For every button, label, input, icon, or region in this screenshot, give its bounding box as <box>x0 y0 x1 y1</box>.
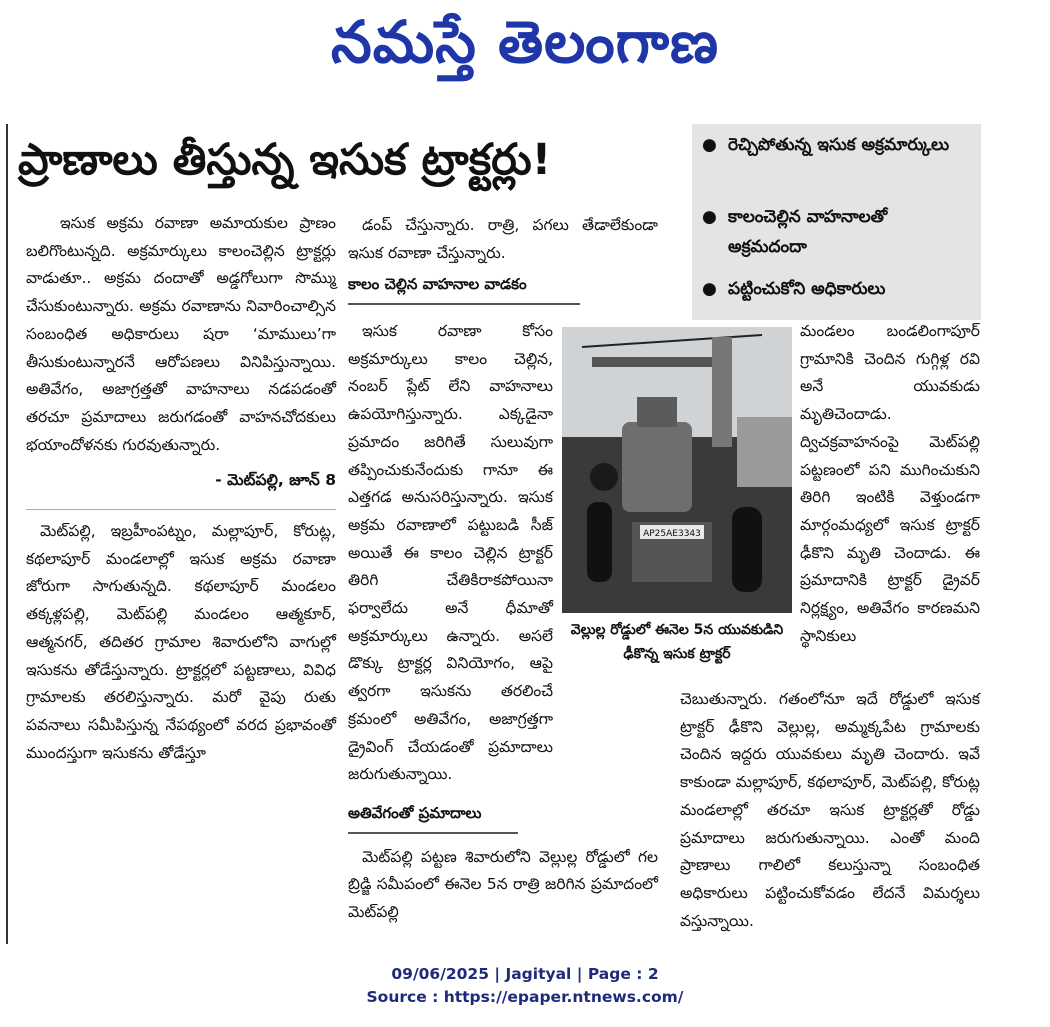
dateline: - మెట్‌పల్లి, జూన్ 8 <box>215 471 336 490</box>
paragraph: చెబుతున్నారు. గతంలోనూ ఇదే రోడ్డులో ఇసుక ట్రాక్టర్ ఢీకొని వెల్లుల్ల, అమ్మక్కపేట గ్రామాలకు చెందిన ఇద్దరు యువకులు మృతి చెందారు. ఇవే కాకుండా మల్లాపూర్, కథలాపూర్, మెట్‌పల్లి, కోరుట్ల మండలాల్లో తరచూ ఇసుక ట్రాక్టర్లతో రోడ్డు ప్రమాదాలు జరుగుతున్నాయి. ఎంతో మంది ప్రాణాలు గాలిలో కలుస్తున్నా సంబంధిత అధికారులు పట్టించుకోవడం లేదనే విమర్శలు వస్తున్నాయి. <box>680 690 980 930</box>
headline: ప్రాణాలు తీస్తున్న ఇసుక ట్రాక్టర్లు! <box>18 135 552 185</box>
paragraph: ఇసుక రవాణా కోసం అక్రమార్కులు కాలం చెల్లిన, నంబర్ ప్లేట్ లేని వాహనాలు ఉపయోగిస్తున్నారు. ఎక్కడైనా ప్రమాదం జరిగితే సులువుగా తప్పించుకునేందుకు గానూ ఈ ఎత్తగడ అనుసరిస్తున్నారు. ఇసుక అక్రమ రవాణాలో పట్టుబడి సీజ్ అయితే ఈ కాలం చెల్లిన ట్రాక్టర్ తిరిగి చేతికిరాకపోయినా ఫర్వాలేదు అనే ధీమాతో అక్రమార్కులు ఉన్నారు. అసలే డొక్కు ట్రాక్టర్ల వినియోగం, ఆపై త్వరగా ఇసుకను తరలించే క్రమంలో అతివేగం, అజాగ్రత్తగా డ్రైవింగ్ చేయడంతో ప్రమాదాలు జరుగుతున్నాయి. <box>348 322 553 784</box>
body-paragraph: మెట్‌పల్లి, ఇబ్రహీంపట్నం, మల్లాపూర్, కోరుట్ల, కథలాపూర్ మండలాల్లో ఇసుక అక్రమ రవాణా జోరుగా సాగుతున్నది. కథలాపూర్ మండలం తక్కళ్లపల్లి, మెట్‌పల్లి మండలం ఆత్మకూర్, ఆత్మనగర్, తదితర గ్రామాల శివారులోని వాగుల్లో ఇసుకను తోడేస్తున్నారు. ట్రాక్టర్లలో పట్టణాలు, వివిధ గ్రామాలకు తరలిస్తున్నారు. మరో వైపు రుతు పవనాలు సమీపిస్తున్న నేపథ్యంలో వరద ప్రభావంతో ముందస్తుగా ఇసుకను తోడేస్తూ <box>26 522 336 762</box>
article-column-2 <box>348 318 553 789</box>
article-column-2-bottom <box>348 800 658 927</box>
clipping-border <box>6 124 8 944</box>
photo-caption: వెల్లుల్ల రోడ్డులో ఈనెల 5న యువకుడిని ఢీకొన్న ఇసుక ట్రాక్టర్ <box>570 622 784 662</box>
highlight-item: ● రెచ్చిపోతున్న ఇసుక అక్రమార్కులు <box>702 130 972 192</box>
tractor-photo <box>562 327 792 613</box>
footer <box>0 963 1050 1009</box>
article-column-3 <box>800 318 980 650</box>
intro-paragraph: ఇసుక అక్రమ రవాణా అమాయకుల ప్రాణం బలిగొంటున్నది. అక్రమార్కులు కాలంచెల్లిన ట్రాక్టర్లు వాడుతూ.. అక్రమ దందాతో అడ్డగోలుగా సొమ్ము చేసుకుంటున్నారు. అక్రమ రవాణాను నివారించాల్సిన సంబంధిత అధికారులు షరా ‘మాములు’గా తీసుకుంటున్నారనే ఆరోపణలు వినిపిస్తున్నాయి. అతివేగం, అజాగ్రత్తతో వాహనాలు నడపడంతో తరచూ ప్రమాదాలు జరుగడంతో వాహనచోదకులు భయాందోళనకు గురవుతున్నారు. <box>26 214 336 454</box>
bullet-icon: ● <box>702 207 717 227</box>
tractor-image <box>562 327 792 613</box>
number-plate: AP25AE3343 <box>643 529 701 539</box>
column-divider <box>26 509 336 510</box>
article-column-3-bottom <box>680 686 980 935</box>
masthead <box>0 0 1050 95</box>
subheading: కాలం చెల్లిన వాహనాల వాడకం <box>348 271 580 305</box>
footer-source-link[interactable]: Source : https://epaper.ntnews.com/ <box>366 988 684 1006</box>
article-column-2-top <box>348 212 658 305</box>
subheading: అతివేగంతో ప్రమాదాలు <box>348 800 518 834</box>
paragraph: మండలం బండలింగాపూర్ గ్రామానికి చెందిన గుగ్గిళ్ల రవి అనే యువకుడు మృతిచెందాడు. ద్విచక్రవాహనంపై మెట్‌పల్లి పట్టణంలో పని ముగించుకుని తిరిగి ఇంటికి వెళ్తుండగా మార్గంమధ్యలో ఇసుక ట్రాక్టర్ ఢీకొని మృతి చెందాడు. ఈ ప్రమాదానికి ట్రాక్టర్ డ్రైవర్ నిర్లక్ష్యం, అతివేగం కారణమని స్థానికులు <box>800 322 980 645</box>
highlights-box <box>692 124 981 320</box>
paragraph: డంప్ చేస్తున్నారు. రాత్రి, పగలు తేడాలేకుండా ఇసుక రవాణా చేస్తున్నారు. <box>348 216 658 262</box>
footer-date-edition: 09/06/2025 | Jagityal | Page : 2 <box>391 965 659 983</box>
article-column-1 <box>26 210 336 767</box>
paragraph: మెట్‌పల్లి పట్టణ శివారులోని వెల్లుల్ల రోడ్డులో గల బ్రిడ్జి సమీపంలో ఈనెల 5న రాత్రి జరిగిన ప్రమాదంలో మెట్‌పల్లి <box>348 847 658 922</box>
highlight-item: ● పట్టించుకోని అధికారులు <box>702 274 972 308</box>
highlight-item: ● కాలంచెల్లిన వాహనాలతో అక్రమదందా <box>702 202 972 264</box>
bullet-icon: ● <box>702 135 717 155</box>
masthead-logo: నమస్తే తెలంగాణ <box>331 8 719 76</box>
bullet-icon: ● <box>702 279 717 299</box>
